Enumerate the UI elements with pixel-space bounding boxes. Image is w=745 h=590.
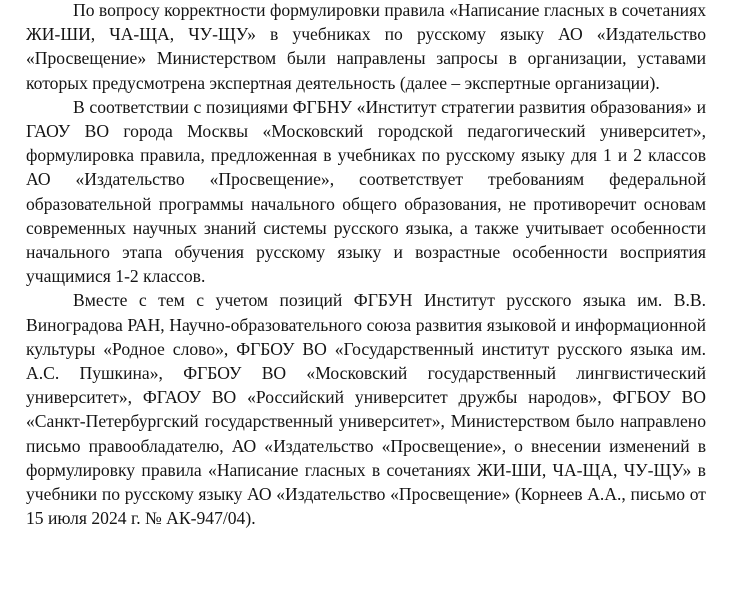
paragraph-compliance-positions: В соответствии с позициями ФГБНУ «Институт стратегии развития образования» и ГАОУ ВО города Москвы «Московский городской педагогический университет», формулировка правила, предложенная в учебниках по русскому языку для 1 и 2 классов АО «Издательство «Просвещение», соответствует требованиям федеральной образовательной программы начального общего образования, не противоречит основам современных научных знаний системы русского языка, а также учитывает особенности начального этапа обучения русскому языку и возрастные особенности восприятия учащимися 1-2 классов. xyxy=(26,96,706,287)
paragraph-letter-to-publisher: Вместе с тем с учетом позиций ФГБУН Институт русского языка им. В.В. Виноградова РАН, Научно-образовательного союза развития языковой и информационной культуры «Родное слово», ФГБОУ ВО «Государственный институт русского языка им. А.С. Пушкина», ФГБОУ ВО «Московский государственный лингвистический университет», ФГАОУ ВО «Российский университет дружбы народов», ФГБОУ ВО «Санкт-Петербургский государственный университет», Министерством было направлено письмо правообладателю, АО «Издательство «Просвещение», о внесении изменений в формулировку правила «Написание гласных в сочетаниях ЖИ-ШИ, ЧА-ЩА, ЧУ-ЩУ» в учебники по русскому языку АО «Издательство «Просвещение» (Корнеев А.А., письмо от 15 июля 2024 г. № АК-947/04). xyxy=(26,290,706,529)
paragraph-expert-requests: По вопросу корректности формулировки правила «Написание гласных в сочетаниях ЖИ-ШИ, ЧА-ЩА, ЧУ-ЩУ» в учебниках по русскому языку АО «Издательство «Просвещение» Министерством были направлены запросы в организации, уставами которых предусмотрена экспертная деятельность (далее – экспертные организации). xyxy=(26,0,706,93)
document-page xyxy=(26,0,706,530)
